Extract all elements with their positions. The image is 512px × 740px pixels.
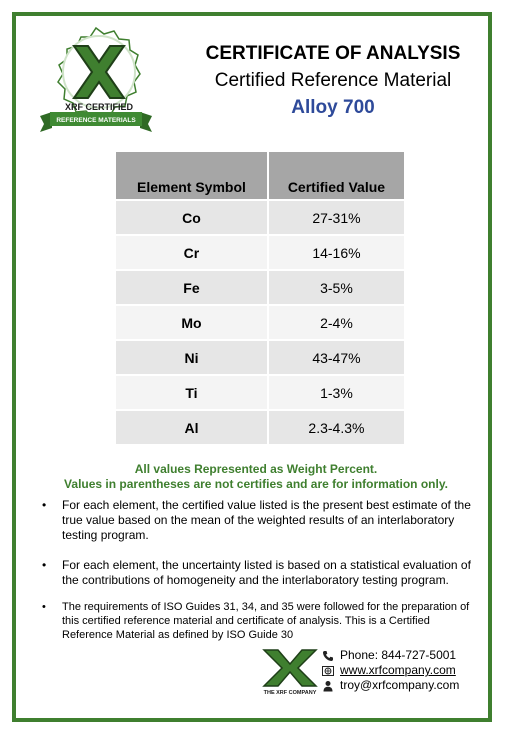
contact-email[interactable] — [322, 678, 459, 693]
email-address[interactable]: troy@xrfcompany.com — [340, 678, 460, 692]
element-symbol-header: Element Symbol — [116, 152, 268, 200]
list-item: • For each element, the certified value listed is the present best estimate of the true value based on the mean of the weighted results of an interlaboratory testing program. — [40, 498, 480, 558]
table-row — [116, 375, 404, 410]
list-item: • For each element, the uncertainty listed is based on a statistical evaluation of the contributions of homogeneity and the interlaboratory testing program. — [40, 558, 480, 600]
table-row — [116, 410, 404, 444]
certified-value: 3-5% — [268, 270, 404, 305]
table-row — [116, 305, 404, 340]
xrf-company-logo — [258, 648, 322, 696]
xrf-certified-badge — [36, 24, 156, 136]
certified-value: 27-31% — [268, 200, 404, 235]
badge-ribbon-text: REFERENCE MATERIALS — [56, 117, 136, 124]
certified-value: 1-3% — [268, 375, 404, 410]
weight-percent-note — [60, 462, 452, 492]
alloy-name: Alloy 700 — [291, 97, 375, 118]
phone-icon — [322, 650, 334, 662]
element-symbol: Co — [116, 200, 268, 235]
element-symbol: Fe — [116, 270, 268, 305]
certified-value: 14-16% — [268, 235, 404, 270]
certificate-subtitle: Certified Reference Material — [214, 70, 452, 91]
table-row — [116, 270, 404, 305]
element-symbol: Mo — [116, 305, 268, 340]
badge-top-text: XRF CERTIFIED — [64, 102, 134, 112]
globe-icon — [322, 665, 334, 677]
certification-notes-list — [40, 498, 480, 642]
contact-phone — [322, 648, 459, 663]
certified-value: 2-4% — [268, 305, 404, 340]
element-symbol: Cr — [116, 235, 268, 270]
website-link[interactable]: www.xrfcompany.com — [340, 663, 456, 677]
list-item: • The requirements of ISO Guides 31, 34, and 35 were followed for the preparation of this certified reference material and certificate of analysis. This is a Certified Reference Material as defined by ISO Guide 30 — [40, 600, 480, 642]
phone-number: Phone: 844-727-5001 — [340, 648, 457, 662]
certified-values-table — [116, 152, 404, 444]
certified-value: 43-47% — [268, 340, 404, 375]
certificate-header — [168, 42, 498, 120]
certified-value-header: Certified Value — [268, 152, 404, 200]
certificate-title: CERTIFICATE OF ANALYSIS — [205, 43, 461, 64]
element-symbol: Al — [116, 410, 268, 444]
note-line-1: All values Represented as Weight Percent. — [134, 462, 378, 476]
table-row — [116, 235, 404, 270]
element-symbol: Ni — [116, 340, 268, 375]
contact-info — [322, 648, 459, 693]
contact-website[interactable] — [322, 663, 459, 678]
table-row — [116, 340, 404, 375]
table-header-row — [116, 152, 404, 200]
footer-logo-text: THE XRF COMPANY — [263, 690, 317, 696]
table-row — [116, 200, 404, 235]
certified-value: 2.3-4.3% — [268, 410, 404, 444]
element-symbol: Ti — [116, 375, 268, 410]
person-icon — [322, 680, 334, 692]
note-line-2: Values in parentheses are not certifies and are for information only. — [64, 477, 448, 491]
